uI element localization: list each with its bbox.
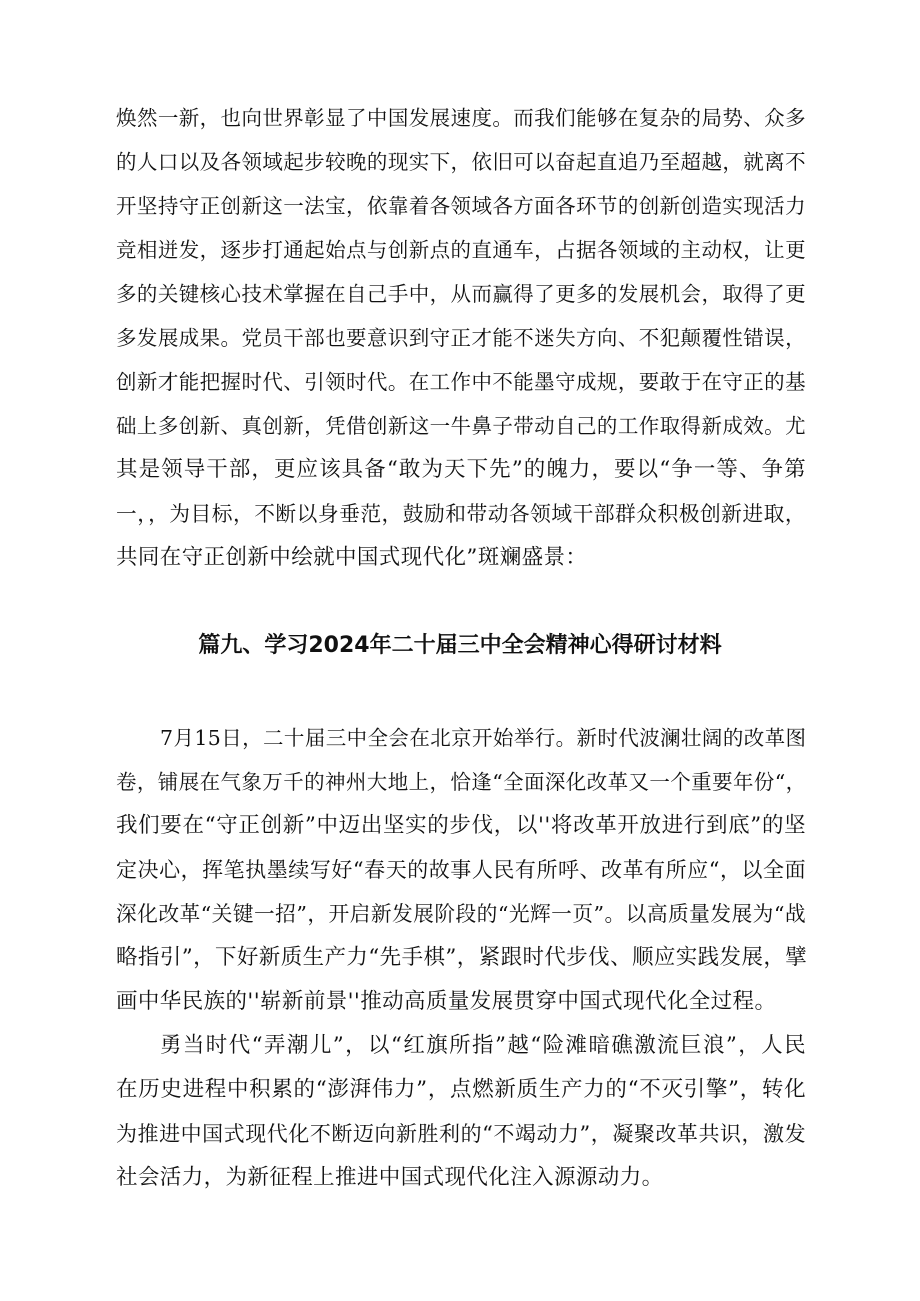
top-paragraph-line: 多发展成果。党员干部也要意识到守正才能不迷失方向、不犯颠覆性错误， xyxy=(116,326,806,350)
top-paragraph-line: 一，，为目标，不断以身垂范，鼓励和带动各领域干部群众积极创新进取， xyxy=(116,502,806,526)
top-paragraph-line: 竞相迸发，逐步打通起始点与创新点的直通车，占据各领域的主动权，让更 xyxy=(116,238,806,262)
top-paragraph-line: 共同在守正创新中绘就中国式现代化”斑斓盛景： xyxy=(116,545,588,570)
paragraph-1-line: 7月15日，二十届三中全会在北京开始举行。新时代波澜壮阔的改革图 xyxy=(160,726,807,750)
top-paragraph-line: 的人口以及各领域起步较晚的现实下，依旧可以奋起直追乃至超越，就离不 xyxy=(116,150,806,174)
paragraph-2-line: 社会活力，为新征程上推进中国式现代化注入源源动力。 xyxy=(116,1165,664,1190)
top-paragraph-line: 开坚持守正创新这一法宝，依靠着各领域各方面各环节的创新创造实现活力 xyxy=(116,194,806,218)
paragraph-2-line: 为推进中国式现代化不断迈向新胜利的“不竭动力”，凝聚改革共识，激发 xyxy=(116,1122,806,1146)
top-paragraph-line: 多的关键核心技术掌握在自己手中，从而赢得了更多的发展机会，取得了更 xyxy=(116,282,806,306)
top-paragraph-line: 焕然一新，也向世界彰显了中国发展速度。而我们能够在复杂的局势、众多 xyxy=(116,106,806,130)
paragraph-1-line: 卷，铺展在气象万千的神州大地上，恰逢“全面深化改革又一个重要年份“， xyxy=(116,770,807,794)
paragraph-2-line: 勇当时代“弄潮儿”，以“红旗所指”越“险滩暗礁激流巨浪”，人民 xyxy=(160,1033,806,1058)
top-paragraph-line: 其是领导干部，更应该具备“敢为天下先”的魄力，要以“争一等、争第 xyxy=(116,457,806,482)
paragraph-1-line: 我们要在“守正创新”中迈出坚实的步伐，以''将改革开放进行到底”的坚 xyxy=(116,813,806,838)
top-paragraph-line: 础上多创新、真创新，凭借创新这一牛鼻子带动自己的工作取得新成效。尤 xyxy=(116,414,806,438)
paragraph-1-line: 深化改革“关键一招”，开启新发展阶段的“光辉一页”。以高质量发展为“战 xyxy=(116,902,806,926)
paragraph-2-line: 在历史进程中积累的“澎湃伟力”，点燃新质生产力的“不灭引擎”，转化 xyxy=(116,1077,806,1102)
section-heading: 篇九、学习2024年二十届三中全会精神心得研讨材料 xyxy=(198,633,722,658)
paragraph-1-line: 画中华民族的''崭新前景''推动高质量发展贯穿中国式现代化全过程。 xyxy=(116,989,777,1014)
paragraph-1-line: 定决心，挥笔执墨续写好“春天的故事人民有所呼、改革有所应“，以全面 xyxy=(116,858,806,882)
top-paragraph-line: 创新才能把握时代、引领时代。在工作中不能墨守成规，要敢于在守正的基 xyxy=(116,370,806,394)
paragraph-1-line: 略指引”，下好新质生产力“先手棋”，紧跟时代步伐、顺应实践发展，擘 xyxy=(116,945,808,970)
